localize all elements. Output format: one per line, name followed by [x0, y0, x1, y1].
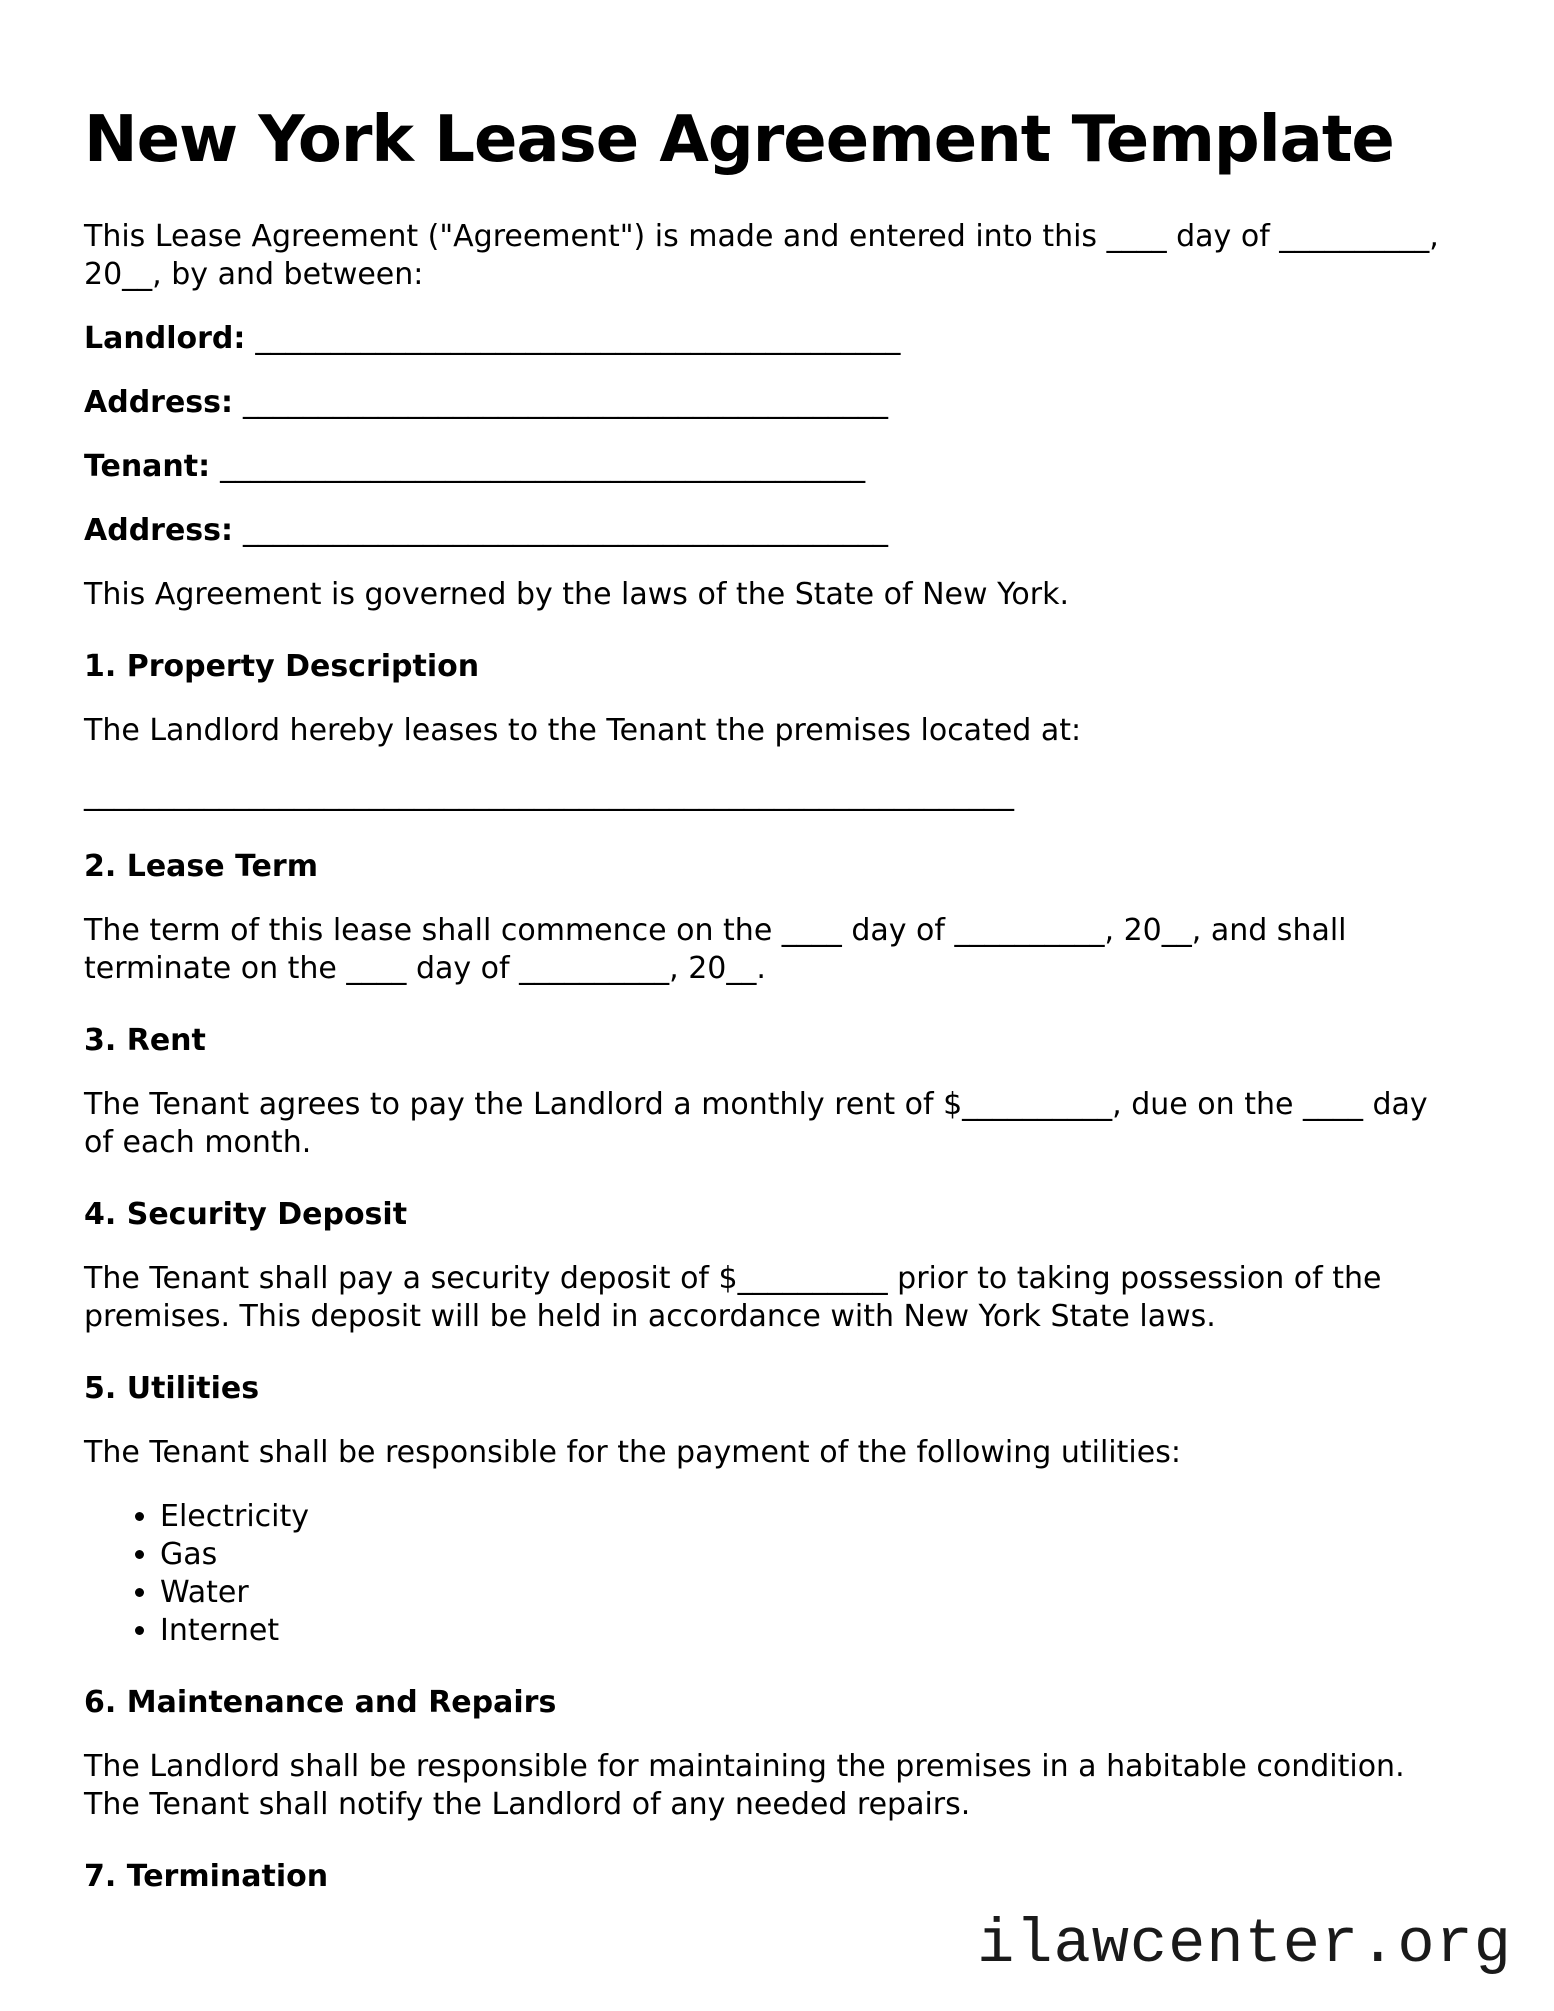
- landlord-address-blank-line: ___________________________________________: [243, 385, 889, 420]
- list-item-gas: • Gas: [160, 1536, 1470, 1574]
- utilities-paragraph: The Tenant shall be responsible for the payment of the following utilities:: [84, 1435, 1181, 1470]
- address-label: Address:: [84, 513, 234, 548]
- section-heading: 5. Utilities: [84, 1371, 260, 1406]
- address-label: Address:: [84, 385, 234, 420]
- document-title: New York Lease Agreement Template: [84, 103, 1394, 177]
- section-lease-term: [84, 848, 1470, 988]
- tenant-blank-line: ___________________________________________: [220, 449, 866, 484]
- section-heading: 7. Termination: [84, 1859, 329, 1894]
- list-item-water: • Water: [160, 1574, 1470, 1612]
- field-landlord: [84, 320, 1470, 358]
- property-description-paragraph: The Landlord hereby leases to the Tenant the premises located at:: [84, 713, 1082, 748]
- intro-line: 20__, by and between:: [84, 257, 424, 292]
- section-heading: 1. Property Description: [84, 649, 480, 684]
- section-heading: 6. Maintenance and Repairs: [84, 1685, 557, 1720]
- rent-paragraph: The Tenant agrees to pay the Landlord a monthly rent of $__________, due on the ____ day of each month.: [84, 1087, 1428, 1160]
- tenant-address-blank-line: ___________________________________________: [243, 513, 889, 548]
- list-item-internet: • Internet: [160, 1612, 1470, 1650]
- field-landlord-address: [84, 384, 1470, 422]
- field-tenant-address: [84, 512, 1470, 550]
- utilities-list: [84, 1498, 1470, 1650]
- section-rent: [84, 1022, 1470, 1162]
- section-security-deposit: [84, 1196, 1470, 1336]
- intro-line: This Lease Agreement ("Agreement") is made and entered into this ____ day of __________,: [84, 219, 1439, 254]
- landlord-label: Landlord:: [84, 321, 246, 356]
- section-property-description: [84, 648, 1470, 814]
- section-heading: 3. Rent: [84, 1023, 206, 1058]
- governing-law-paragraph: This Agreement is governed by the laws of the State of New York.: [84, 577, 1070, 612]
- section-heading: 2. Lease Term: [84, 849, 318, 884]
- footer-watermark: ilawcenter.org: [977, 1909, 1512, 1980]
- list-item-electricity: • Electricity: [160, 1498, 1470, 1536]
- section-maintenance-repairs: [84, 1684, 1470, 1824]
- maintenance-paragraph: The Landlord shall be responsible for maintaining the premises in a habitable condition. The Tenant shall notify the Landlord of any needed repairs.: [84, 1749, 1405, 1822]
- section-heading: 4. Security Deposit: [84, 1197, 408, 1232]
- property-address-blank-line: ______________________________________________________________: [84, 777, 1014, 812]
- tenant-label: Tenant:: [84, 449, 211, 484]
- landlord-blank-line: ___________________________________________: [255, 321, 901, 356]
- intro-paragraph: [84, 218, 1470, 294]
- security-deposit-paragraph: The Tenant shall pay a security deposit of $__________ prior to taking possession of the premises. This deposit will be held in accordance with New York State laws.: [84, 1261, 1382, 1334]
- field-tenant: [84, 448, 1470, 486]
- section-termination: [84, 1858, 1470, 1896]
- section-utilities: [84, 1370, 1470, 1650]
- lease-term-paragraph: The term of this lease shall commence on the ____ day of __________, 20__, and shall terminate on the ____ day of __________, 20__.: [84, 913, 1347, 986]
